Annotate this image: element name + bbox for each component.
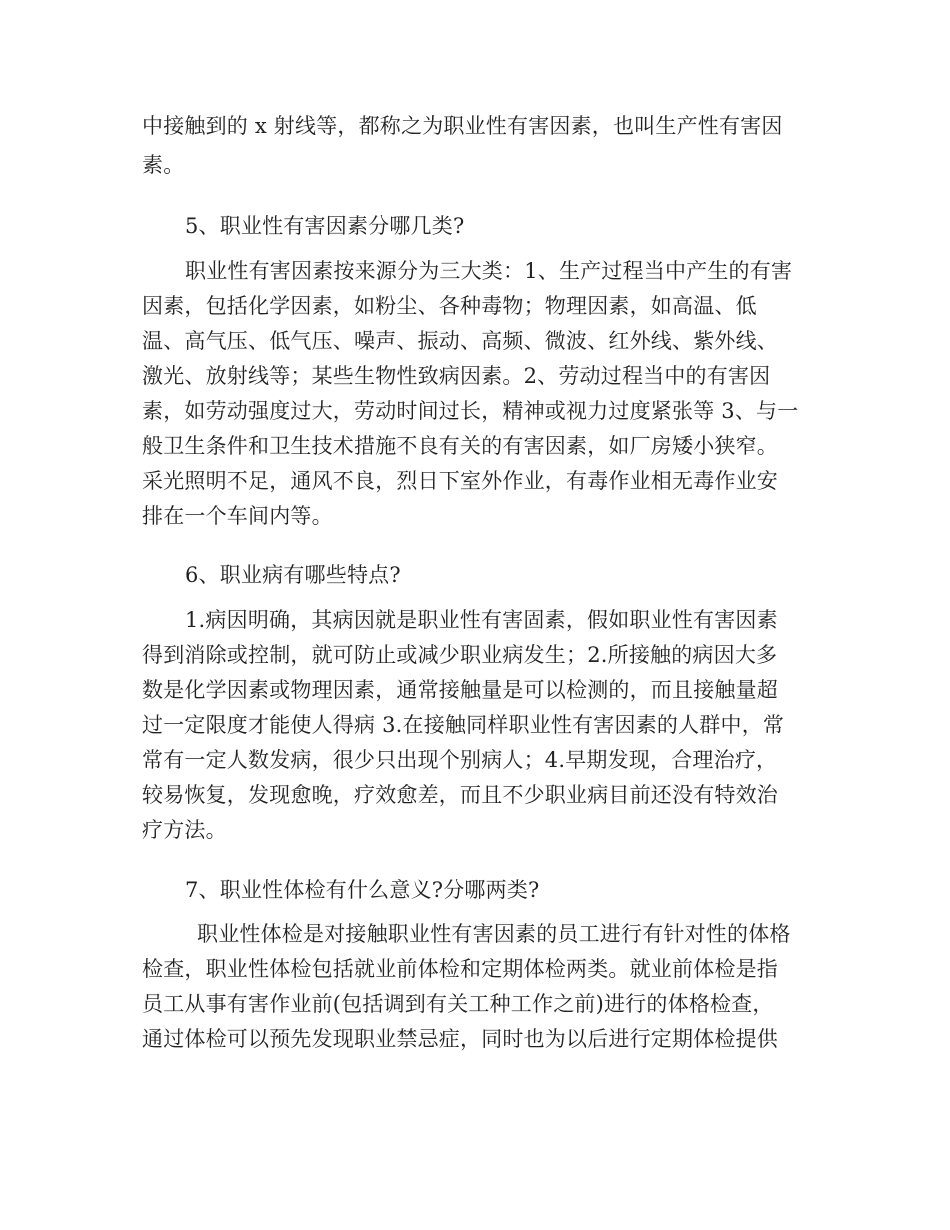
paragraph-line: 职业性体检是对接触职业性有害因素的员工进行有针对性的体格 xyxy=(197,922,791,946)
paragraph-line: 得到消除或控制，就可防止或减少职业病发生；2.所接触的病因大多 xyxy=(142,643,778,667)
paragraph-line: 采光照明不足，通风不良，烈日下室外作业，有毒作业相无毒作业安 xyxy=(142,469,778,493)
paragraph-line: 过一定限度才能使人得病 3.在接触同样职业性有害因素的人群中，常 xyxy=(142,713,785,737)
paragraph-line: 排在一个车间内等。 xyxy=(142,504,333,528)
section-heading-6: 6、职业病有哪些特点? xyxy=(185,563,401,587)
paragraph-line: 疗方法。 xyxy=(142,818,227,842)
text-line: 素。 xyxy=(142,153,185,177)
paragraph-line: 通过体检可以预先发现职业禁忌症，同时也为以后进行定期体检提供 xyxy=(142,1027,778,1051)
paragraph-line: 较易恢复，发现愈晚，疗效愈差，而且不少职业病目前还没有特效治 xyxy=(142,783,778,807)
paragraph-line: 检查，职业性体检包括就业前体检和定期体检两类。就业前体检是指 xyxy=(142,957,778,981)
paragraph-line: 数是化学因素或物理因素，通常接触量是可以检测的，而且接触量超 xyxy=(142,678,778,702)
section-heading-7: 7、职业性体检有什么意义?分哪两类? xyxy=(185,878,540,902)
text-line: 中接触到的 x 射线等，都称之为职业性有害因素，也叫生产性有害因 xyxy=(142,114,783,138)
section-heading-5: 5、职业性有害因素分哪几类? xyxy=(185,214,465,238)
paragraph-line: 因素，包括化学因素，如粉尘、各种毒物；物理因素，如高温、低 xyxy=(142,294,757,318)
paragraph-line: 激光、放射线等；某些生物性致病因素。2、劳动过程当中的有害因 xyxy=(142,364,771,388)
paragraph-line: 温、高气压、低气压、噪声、振动、高频、微波、红外线、紫外线、 xyxy=(142,329,778,353)
paragraph-line: 常有一定人数发病，很少只出现个别病人；4.早期发现，合理治疗， xyxy=(142,748,778,772)
paragraph-line: 职业性有害因素按来源分为三大类：1、生产过程当中产生的有害 xyxy=(185,259,793,283)
paragraph-line: 般卫生条件和卫生技术措施不良有关的有害因素，如厂房矮小狭窄。 xyxy=(142,434,778,458)
paragraph-line: 1.病因明确，其病因就是职业性有害固素，假如职业性有害因素 xyxy=(185,608,778,632)
paragraph-line: 素，如劳动强度过大，劳动时间过长，精神或视力过度紧张等 3、与一 xyxy=(142,399,799,423)
paragraph-line: 员工从事有害作业前(包括调到有关工种工作之前)进行的体格检查， xyxy=(142,992,774,1016)
